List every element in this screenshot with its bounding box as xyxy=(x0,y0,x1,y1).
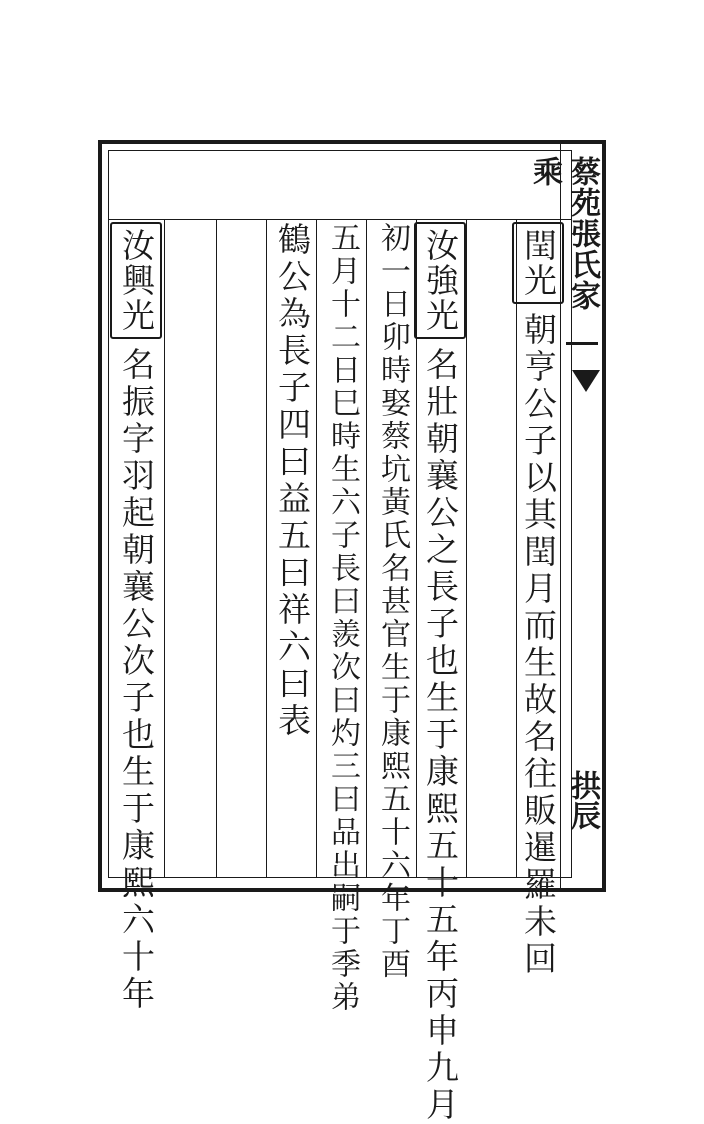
column-text: 五月十二日巳時生六子長曰羨次曰灼三曰品出嗣于季弟 xyxy=(325,222,360,1014)
spine-section: 拱辰 xyxy=(565,770,600,830)
column-text: 鶴公為長子四曰益五曰祥六曰表 xyxy=(273,222,312,740)
text-column-5 xyxy=(268,222,316,872)
column-rule xyxy=(316,219,317,877)
person-name-box: 閏光 xyxy=(512,222,564,304)
text-column-6 xyxy=(114,222,162,1013)
spine-title: 蔡苑張氏家乘 xyxy=(527,156,600,311)
text-column-3 xyxy=(368,222,416,981)
text-column-2 xyxy=(418,222,466,1124)
column-rule xyxy=(164,219,165,877)
text-column-1 xyxy=(516,222,564,978)
header-band xyxy=(109,151,571,220)
column-text: 朝亨公子以其閏月而生故名往販暹羅未回 xyxy=(519,312,558,978)
column-text: 初一日卯時娶蔡坑黃氏名甚官生于康熙五十六年丁酉 xyxy=(375,222,410,981)
column-text: 名振字羽起朝襄公次子也生于康熙六十年 xyxy=(117,347,156,1013)
column-rule xyxy=(216,219,217,877)
column-text: 名壯朝襄公之長子也生于康熙五十五年丙申九月 xyxy=(421,347,460,1124)
text-column-4 xyxy=(318,222,366,1014)
person-name-box: 汝興光 xyxy=(110,222,162,339)
spine-divider xyxy=(566,342,598,359)
column-rule xyxy=(266,219,267,877)
person-name-box: 汝強光 xyxy=(414,222,466,339)
fish-tail-mark xyxy=(572,370,600,392)
column-rule xyxy=(366,219,367,877)
column-rule xyxy=(466,219,467,877)
